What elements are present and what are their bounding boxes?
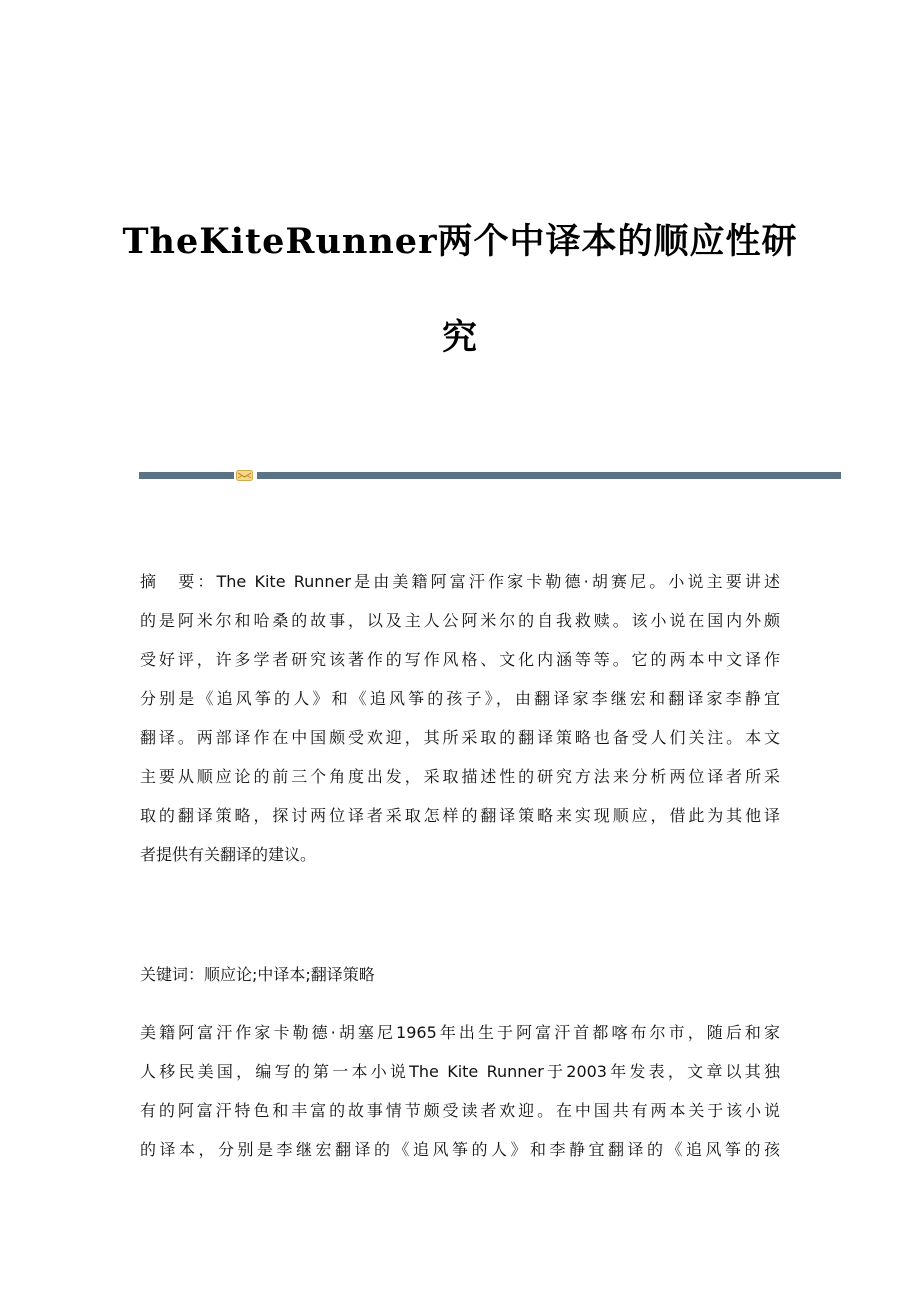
body-paragraph [140, 1013, 780, 1169]
body-line: 人移民美国，编写的第一本小说The Kite Runner于2003年发表，文章以其独 [140, 1062, 780, 1081]
abstract-line: 取的翻译策略，探讨两位译者采取怎样的翻译策略来实现顺应，借此为其他译 [140, 806, 780, 825]
abstract-line: 主要从顺应论的前三个角度出发，采取描述性的研究方法来分析两位译者所采 [140, 767, 780, 786]
abstract-line: 摘 要：The Kite Runner是由美籍阿富汗作家卡勒德·胡赛尼。小说主要讲述 [140, 572, 780, 591]
abstract-line: 者提供有关翻译的建议。 [140, 845, 317, 864]
divider-bar-right [257, 472, 841, 479]
title-line-2: 究 [441, 317, 478, 358]
ornament-icon [236, 470, 253, 481]
abstract-paragraph [140, 562, 780, 874]
abstract-line: 翻译。两部译作在中国颇受欢迎，其所采取的翻译策略也备受人们关注。本文 [140, 728, 780, 747]
body-line: 美籍阿富汗作家卡勒德·胡塞尼1965年出生于阿富汗首都喀布尔市，随后和家 [140, 1023, 780, 1042]
body-line: 有的阿富汗特色和丰富的故事情节颇受读者欢迎。在中国共有两本关于该小说 [140, 1101, 780, 1120]
keywords-line [140, 955, 780, 994]
abstract-line: 的是阿米尔和哈桑的故事，以及主人公阿米尔的自我救赎。该小说在国内外颇 [140, 611, 780, 630]
body-line: 的译本，分别是李继宏翻译的《追风筝的人》和李静宜翻译的《追风筝的孩 [140, 1140, 780, 1159]
divider-bar-left [139, 472, 234, 479]
abstract-line: 分别是《追风筝的人》和《追风筝的孩子》，由翻译家李继宏和翻译家李静宜 [140, 689, 780, 708]
title-line-1: TheKiteRunner两个中译本的顺应性研 [122, 221, 798, 262]
keywords-text: 关键词：顺应论;中译本;翻译策略 [140, 965, 375, 984]
abstract-line: 受好评，许多学者研究该著作的写作风格、文化内涵等等。它的两本中文译作 [140, 650, 780, 669]
